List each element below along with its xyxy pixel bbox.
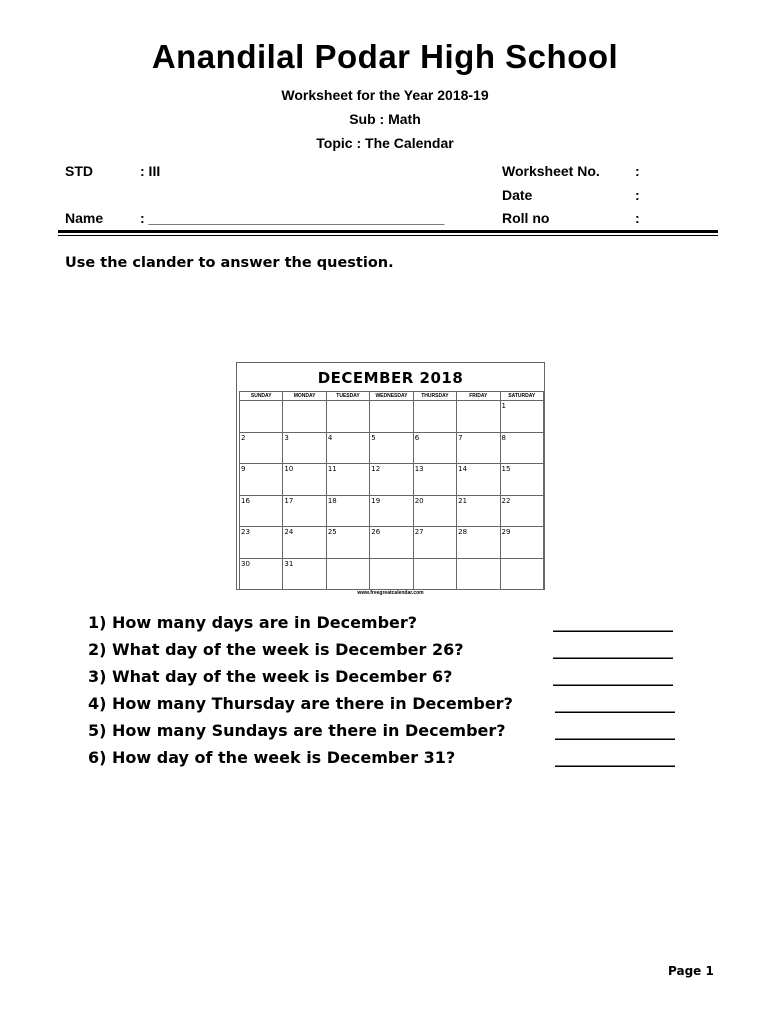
- date-label: Date: [502, 187, 533, 203]
- subject-line: Sub : Math: [349, 111, 421, 127]
- calendar-date-cell: 14: [457, 464, 500, 496]
- calendar-date-cell: [326, 558, 369, 590]
- calendar-date-cell: 8: [500, 432, 543, 464]
- calendar-date-cell: [457, 401, 500, 433]
- question-1: 1) How many days are in December?: [88, 613, 418, 632]
- calendar-date-cell: [413, 401, 456, 433]
- answer-blank-2: _______________: [553, 640, 673, 659]
- answer-blank-1: _______________: [553, 613, 673, 632]
- roll-colon: :: [635, 210, 640, 226]
- worksheet-year: Worksheet for the Year 2018-19: [281, 87, 489, 103]
- calendar-date-cell: 30: [240, 558, 283, 590]
- calendar-date-cell: 12: [370, 464, 413, 496]
- question-5: 5) How many Sundays are there in December?: [88, 721, 506, 740]
- calendar-source: www.freegreatcalendar.com: [357, 590, 424, 596]
- calendar-date-cell: 17: [283, 495, 326, 527]
- calendar-date-cell: 25: [326, 527, 369, 559]
- instruction-text: Use the clander to answer the question.: [65, 255, 394, 271]
- calendar-date-cell: [326, 401, 369, 433]
- std-label: STD: [65, 163, 93, 179]
- calendar-date-cell: 26: [370, 527, 413, 559]
- calendar-grid: [239, 391, 544, 590]
- calendar-date-cell: 29: [500, 527, 543, 559]
- roll-label: Roll no: [502, 210, 550, 226]
- calendar-week-row: [240, 558, 544, 590]
- calendar-day-header: THURSDAY: [413, 392, 456, 401]
- calendar-day-header: WEDNESDAY: [370, 392, 413, 401]
- calendar-day-header: FRIDAY: [457, 392, 500, 401]
- worksheet-no-label: Worksheet No.: [502, 163, 600, 179]
- calendar-date-cell: 2: [240, 432, 283, 464]
- calendar-date-cell: 6: [413, 432, 456, 464]
- calendar-date-cell: [413, 558, 456, 590]
- name-field: : ______________________________________: [140, 210, 445, 226]
- question-4: 4) How many Thursday are there in December?: [88, 694, 513, 713]
- calendar-date-cell: 9: [240, 464, 283, 496]
- answer-blank-3: _______________: [553, 667, 673, 686]
- question-2: 2) What day of the week is December 26?: [88, 640, 464, 659]
- calendar-day-header: MONDAY: [283, 392, 326, 401]
- calendar-date-cell: 11: [326, 464, 369, 496]
- calendar-date-cell: 13: [413, 464, 456, 496]
- calendar-date-cell: 28: [457, 527, 500, 559]
- calendar-date-cell: 16: [240, 495, 283, 527]
- calendar-date-cell: 18: [326, 495, 369, 527]
- date-colon: :: [635, 187, 640, 203]
- calendar-week-row: [240, 495, 544, 527]
- calendar-image: [236, 362, 545, 590]
- calendar-date-cell: 1: [500, 401, 543, 433]
- calendar-date-cell: 5: [370, 432, 413, 464]
- calendar-date-cell: 24: [283, 527, 326, 559]
- calendar-date-cell: 3: [283, 432, 326, 464]
- calendar-day-header: SATURDAY: [500, 392, 543, 401]
- std-value: : III: [140, 163, 161, 179]
- calendar-day-header: TUESDAY: [326, 392, 369, 401]
- calendar-date-cell: 20: [413, 495, 456, 527]
- calendar-day-header: SUNDAY: [240, 392, 283, 401]
- topic-line: Topic : The Calendar: [316, 135, 454, 151]
- calendar-title: DECEMBER 2018: [317, 369, 464, 387]
- calendar-week-row: [240, 464, 544, 496]
- calendar-date-cell: [370, 558, 413, 590]
- calendar-date-cell: 21: [457, 495, 500, 527]
- calendar-date-cell: [240, 401, 283, 433]
- calendar-date-cell: 22: [500, 495, 543, 527]
- calendar-week-row: [240, 527, 544, 559]
- school-title: Anandilal Podar High School: [151, 38, 619, 75]
- calendar-week-row: [240, 401, 544, 433]
- calendar-date-cell: 19: [370, 495, 413, 527]
- calendar-date-cell: 7: [457, 432, 500, 464]
- calendar-date-cell: [500, 558, 543, 590]
- calendar-date-cell: 31: [283, 558, 326, 590]
- calendar-date-cell: [370, 401, 413, 433]
- answer-blank-4: _______________: [555, 694, 675, 713]
- calendar-date-cell: 10: [283, 464, 326, 496]
- header-divider-thick: [58, 230, 718, 233]
- worksheet-no-colon: :: [635, 163, 640, 179]
- header-divider-thin: [58, 235, 718, 236]
- calendar-week-row: [240, 432, 544, 464]
- question-3: 3) What day of the week is December 6?: [88, 667, 453, 686]
- calendar-date-cell: [457, 558, 500, 590]
- calendar-date-cell: 23: [240, 527, 283, 559]
- answer-blank-5: _______________: [555, 721, 675, 740]
- answer-blank-6: _______________: [555, 748, 675, 767]
- calendar-date-cell: 15: [500, 464, 543, 496]
- question-6: 6) How day of the week is December 31?: [88, 748, 456, 767]
- name-label: Name: [65, 210, 104, 226]
- calendar-date-cell: 4: [326, 432, 369, 464]
- page-number: Page 1: [668, 964, 714, 978]
- calendar-date-cell: [283, 401, 326, 433]
- calendar-date-cell: 27: [413, 527, 456, 559]
